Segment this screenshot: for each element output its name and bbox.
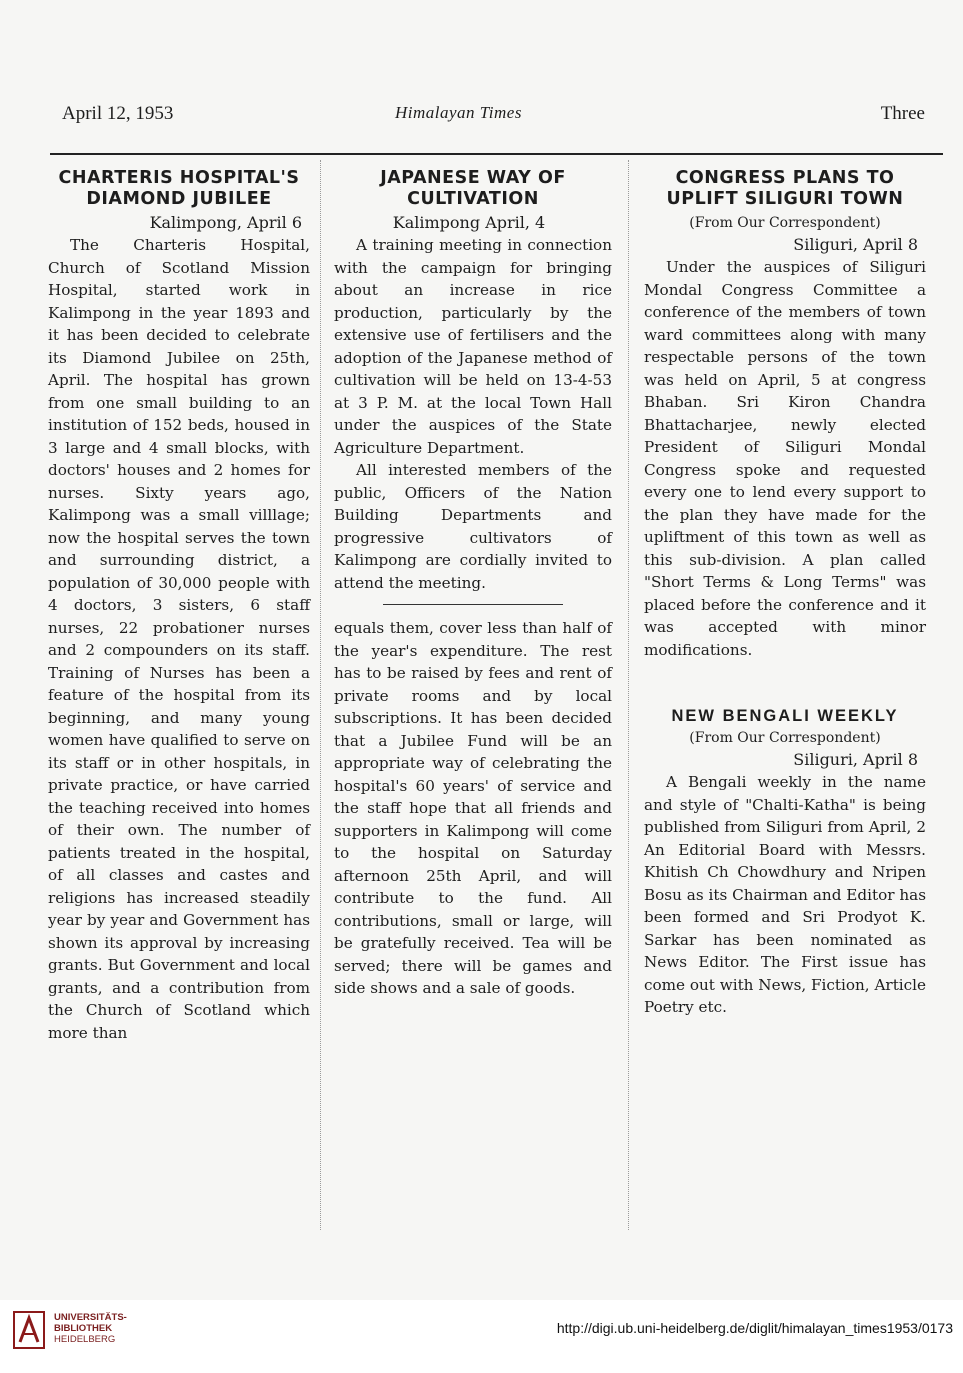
article-body [644,771,926,1019]
article-body [644,256,926,661]
article-paragraph: The Charteris Hospital, Church of Scotland Mission Hospital, started work in Kalimpong in the year 1893 and it has been decided to celebrate its Diamond Jubilee on 25th, April. The hospital has grown from one small building to an institution of 152 beds, housed in 3 large and 4 small blocks, with doctors' houses and 2 homes for nurses. Sixty years ago, Kalimpong was a small villlage; now the hospital serves the town and surrounding district, a population of 30,000 people with 4 doctors, 3 sisters, 6 staff nurses, 22 probationer nurses and 2 compounders on its staff. Training of Nurses has been a feature of the hospital from its beginning, and many young women have qualified to serve on its staff or in other hospitals, in private practice, or have carried the teaching received into homes of their own. The number of patients treated in the hospital, of all classes and castes and religions has increased steadily year by year and Government has shown its approval by increasing grants. But Government and local grants, and a contribution from the Church of Scotland which more than [48,236,310,1042]
article-headline: CHARTERIS HOSPITAL'S DIAMOND JUBILEE [58,168,300,209]
masthead: Himalayan Times [395,103,522,122]
article-paragraph: A Bengali weekly in the name and style of "Chalti-Katha" is being published from Siliguri from April, 2 An Editorial Board with Messrs. Khitish Ch Chowdhury and Nripen Bosu as its Chairman and Editor has been formed and Sri Prodyot K. Sarkar has been nominated as News Editor. The First issue has come out with News, Fiction, Article Poetry etc. [644,773,926,1016]
university-logo-icon [12,1310,46,1350]
article-headline: NEW BENGALI WEEKLY [671,707,899,725]
article-column-charteris [48,160,310,1044]
source-url-link[interactable]: http://digi.ub.uni-heidelberg.de/diglit/himalayan_times1953/0173 [556,1320,953,1336]
article-body [334,234,612,594]
institution-name-line: UNIVERSITÄTS- [54,1312,127,1323]
article-source: (From Our Correspondent) [689,730,881,746]
article-paragraph: A training meeting in connection with the campaign for bringing about an increase in rice production, particularly by the extensive use of fertilisers and the adoption of the Japanese method of cultivation will be held on 13-4-53 at 3 P. M. at the local Town Hall under the auspices of the State Agriculture Department. [334,236,612,457]
article-headline: JAPANESE WAY OF CULTIVATION [380,168,566,209]
column-divider [628,160,629,1230]
digitization-footer [0,1300,963,1373]
article-dateline: Kalimpong April, 4 [392,213,546,232]
article-continuation [334,617,612,1000]
institution-name-line: HEIDELBERG [54,1334,116,1345]
column-divider [320,160,321,1230]
article-source: (From Our Correspondent) [689,215,881,231]
article-dateline: Kalimpong, April 6 [149,213,302,232]
article-paragraph: All interested members of the public, Officers of the Nation Building Departments and progressive cultivators of Kalimpong are cordially invited to attend the meeting. [334,461,612,592]
article-headline: CONGRESS PLANS TO UPLIFT SILIGURI TOWN [666,168,904,209]
article-paragraph: Under the auspices of Siliguri Mondal Congress Committee a conference of the members of town ward committees along with many respectable persons of the town was held on April, 5 at congress Bhaban. Sri Kiron Chandra Bhattacharjee, newly elected President of Siliguri Mondal Congress spoke and requested every one to lend every support to the plan they have made for the upliftment of this town as well as this sub-division. A plan called "Short Terms & Long Terms" was placed before the conference and it was accepted with minor modifications. [644,258,926,659]
issue-date: April 12, 1953 [62,103,174,124]
article-dateline: Siliguri, April 8 [793,235,918,254]
article-body [48,234,310,1044]
institution-name-line: BIBLIOTHEK [54,1323,113,1334]
article-column-siliguri [644,160,926,1019]
page-number: Three [880,103,925,124]
institution-name [54,1312,127,1345]
article-paragraph: equals them, cover less than half of the year's expenditure. The rest has to be raised by fees and rent of private rooms and by local subscriptions. It has been decided that a Jubilee Fund will be an appropriate way of celebrating the hospital's 60 years' of service and the staff hope that all friends and supporters in Kalimpong will come to the hospital on Saturday afternoon 25th April, and will contribute to the fund. All contributions, small or large, will be gratefully received. Tea will be served; there will be games and side shows and a sale of goods. [334,619,612,997]
article-dateline: Siliguri, April 8 [793,750,918,769]
article-column-japanese-cultivation [334,160,612,1000]
article-separator [383,604,563,605]
header-rule [50,153,943,155]
